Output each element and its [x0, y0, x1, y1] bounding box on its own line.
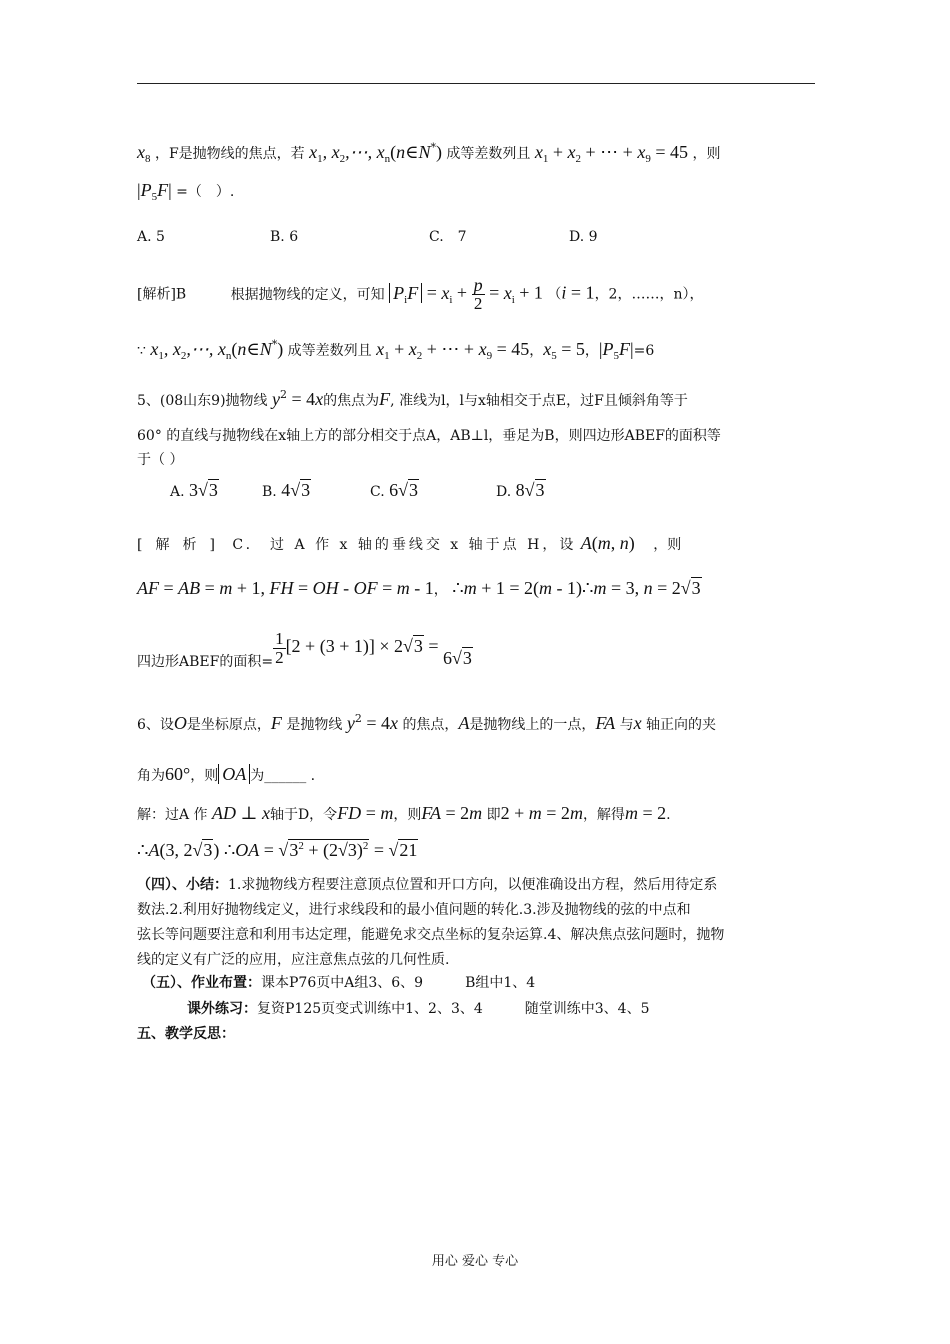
q5-derivation: AF = AB = m + 1, FH = OH - OF = m - 1， ∴m + 1 = 2(m - 1)∴m = 3, n = 2√3: [137, 578, 701, 598]
summary-4-line-1: （四）、小结：1.求抛物线方程要注意顶点位置和开口方向，以便准确设出方程，然后用待定系: [137, 877, 718, 893]
q4-line-4: ∵ $x_1$, $x_2,\cdots$, $x_n(n\in N^*)$ 成等差数列且 $x_1 + x_2$ + ⋯ + $x_9 = 45$，$x_5 = 5$，$|P_5F|=6$: [137, 338, 655, 362]
q6-line-1: 6、设O是坐标原点，F 是抛物线 $y^2 = 4x$ 的焦点，A是抛物线上的一点，FA 与x 轴正向的夹: [137, 712, 717, 733]
summary-4-line-3: 弦长等问题要注意和利用韦达定理，能避免求交点坐标的复杂运算.4、解决焦点弦问题时，抛物: [137, 927, 725, 943]
homework: （五）、作业布置：课本P76页中A组3、6、9 B组中1、4: [142, 975, 536, 991]
q4-line-1: $x_8$ ，F是抛物线的焦点，若 $x_1$, $x_2,\cdots$, $x_n(n\in N^*)$ 成等差数列且 $x_1 + x_2$ + ⋯ + $x_9 = 45$ ，则: [137, 141, 721, 165]
extra-practice: 课外练习：复资P125页变式训练中1、2、3、4 随堂训练中3、4、5: [187, 1001, 650, 1017]
q5-area: 四边形ABEF的面积= $\frac{1}{2}$ [2 + (3 + 1)] × 2√3 = 6√3: [137, 628, 472, 670]
page-footer: 用心 爱心 专心: [431, 1254, 519, 1269]
q4-line-2: $|P_5F|$ =（ ）.: [137, 180, 235, 203]
q6-solution-1: 解：过A 作 AD ⊥ x轴于D，令FD = m，则FA = 2m 即2 + m = 2m，解得m = 2.: [137, 803, 671, 823]
summary-4-line-2: 数法.2.利用好抛物线定义，进行求线段和的最小值问题的转化.3.涉及抛物线的弦的中点和: [137, 902, 691, 918]
teaching-reflection: 五、教学反思：: [137, 1026, 235, 1042]
q6-line-2: 角为60°，则 OA 为______ .: [137, 764, 316, 784]
summary-4-line-4: 线的定义有广泛的应用，应注意焦点弦的几何性质.: [137, 952, 450, 968]
q4-solution: [解析]B 根据抛物线的定义，可知 $P_iF = x_i$ + $\frac{p}{2}$ = $x_i + 1$ （i = 1，2，……，n），: [137, 275, 704, 313]
header-rule: [137, 83, 815, 84]
q6-solution-2: ∴A(3, 2√3) ∴OA = $√3^2 + (2√3)^2 = √21$: [137, 840, 418, 860]
q5-line-1: 5、(08山东9)抛物线 $y^2 = 4x$的焦点为F, 准线为l，l与x轴相交于点E，过F且倾斜角等于: [137, 388, 688, 409]
q5-line-3: 于（ ）: [137, 452, 184, 468]
q5-line-2: 60° 的直线与抛物线在x轴上方的部分相交于点A，AB⊥l，垂足为B，则四边形ABEF的面积等: [137, 428, 721, 444]
q5-solution: [解析] C. 过 A 作 x 轴的垂线交 x 轴于点 H，设 A(m, n) ，则: [137, 533, 682, 553]
